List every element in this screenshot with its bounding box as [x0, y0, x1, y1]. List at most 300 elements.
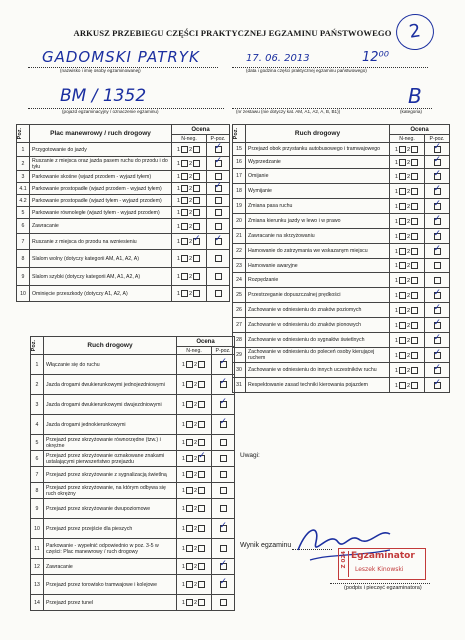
row-item: Przejazd przez skrzyżowanie równorzędne (tzw.) i okrężne — [44, 435, 177, 451]
checkbox-2[interactable] — [198, 471, 205, 478]
checkbox-ppoz[interactable] — [433, 213, 442, 225]
check-mark: ✓ — [219, 397, 228, 407]
checkbox-ppoz[interactable] — [433, 362, 442, 374]
nneg-cell — [390, 199, 425, 214]
row-number: 10 — [17, 286, 30, 302]
nneg-cell — [177, 595, 212, 611]
row-number: 4.2 — [17, 195, 30, 207]
checkbox-1[interactable] — [181, 146, 188, 153]
checkbox-1[interactable] — [186, 455, 193, 462]
checkbox-1[interactable] — [186, 439, 193, 446]
checkbox-2[interactable] — [193, 223, 200, 230]
row-number: 11 — [31, 539, 44, 559]
row-item: Przejazd przez skrzyżowanie dwupoziomowe — [44, 499, 177, 519]
examiner-stamp — [338, 548, 426, 580]
row-item: Hamowanie do zatrzymania we wskazanym miejscu — [246, 244, 390, 259]
ppoz-cell — [207, 157, 230, 171]
checkbox-ppoz[interactable] — [215, 209, 222, 216]
name-caption: (nazwisko i imię osoby egzaminowanej) — [60, 68, 141, 73]
checkbox-1[interactable] — [399, 352, 406, 359]
checkbox-1[interactable] — [181, 255, 188, 262]
row-number: 27 — [233, 318, 246, 333]
checkbox-1[interactable] — [399, 322, 406, 329]
checkbox-ppoz[interactable] — [220, 505, 227, 512]
row-item: Parkowanie równoległe (wjazd tyłem - wyjazd przodem) — [30, 207, 172, 219]
col-ppoz: P-poz. — [212, 347, 235, 355]
row-number: 20 — [233, 214, 246, 229]
checkbox-ppoz[interactable] — [215, 273, 222, 280]
checkbox-2[interactable] — [411, 322, 418, 329]
nneg-cell — [177, 355, 212, 375]
checkbox-2[interactable] — [198, 439, 205, 446]
box-label-1: 1 — [394, 322, 398, 329]
col-ocena: Ocena — [177, 337, 235, 347]
table-row — [233, 156, 450, 169]
row-item: Jazda drogami dwukierunkowymi jednojezdniowymi — [44, 375, 177, 395]
ppoz-cell — [207, 219, 230, 234]
checkbox-ppoz[interactable] — [220, 545, 227, 552]
checkbox-1[interactable] — [399, 292, 406, 299]
date-caption: (data i godzina części praktycznej egzaminu państwowego) — [246, 68, 367, 73]
box-label-1: 1 — [394, 173, 398, 180]
traffic-table-right — [232, 124, 450, 393]
box-label-2: 2 — [194, 487, 198, 494]
box-label-2: 2 — [407, 322, 411, 329]
signature-line — [330, 583, 430, 584]
table-row — [17, 183, 230, 195]
checkbox-ppoz[interactable] — [214, 181, 223, 192]
checkbox-1[interactable] — [399, 218, 406, 225]
row-number: 19 — [233, 199, 246, 214]
ppoz-cell — [425, 363, 450, 378]
checkbox-1[interactable] — [399, 307, 406, 314]
nneg-cell — [172, 143, 207, 157]
row-item: Zachowanie w odniesieniu do poleceń osoby kierującej ruchem — [246, 348, 390, 363]
result-label: Wynik egzaminu — [240, 542, 292, 549]
checkbox-1[interactable] — [186, 505, 193, 512]
ppoz-cell — [207, 207, 230, 219]
ppoz-cell — [207, 268, 230, 286]
checkbox-2[interactable] — [411, 218, 418, 225]
nneg-cell — [177, 415, 212, 435]
checkbox-2[interactable] — [193, 197, 200, 204]
checkbox-2[interactable] — [193, 255, 200, 262]
checkbox-1[interactable] — [186, 401, 193, 408]
checkbox-2[interactable] — [198, 381, 205, 388]
checkbox-2[interactable] — [198, 505, 205, 512]
row-item: Przejazd przez skrzyżowanie z sygnalizacją świetlną — [44, 467, 177, 483]
ppoz-cell — [212, 435, 235, 451]
checkbox-2[interactable] — [411, 188, 418, 195]
box-label-1: 1 — [394, 292, 398, 299]
category-caption: (kategoria) — [400, 109, 422, 114]
row-item: Parkowanie - wypełnić odpowiednio w poz. 3-5 w części: Plac manewrowy / ruch drogowy — [44, 539, 177, 559]
checkbox-ppoz[interactable] — [433, 168, 442, 180]
table-row — [233, 303, 450, 318]
checkbox-ppoz[interactable] — [215, 197, 222, 204]
box-label-1: 1 — [181, 563, 185, 570]
checkbox-2[interactable] — [198, 581, 205, 588]
row-item: Przejazd obok przystanku autobusowego i tramwajowego — [246, 143, 390, 156]
checkbox-1[interactable] — [399, 173, 406, 180]
category-value: B — [408, 84, 422, 108]
box-label-1: 1 — [181, 471, 185, 478]
checkbox-ppoz[interactable] — [215, 173, 222, 180]
check-mark: ✓ — [219, 417, 228, 427]
row-number: 29 — [233, 348, 246, 363]
ppoz-cell — [212, 559, 235, 575]
box-label-2: 2 — [407, 367, 411, 374]
checkbox-ppoz[interactable] — [219, 397, 228, 408]
checkbox-2[interactable] — [193, 160, 200, 167]
nneg-cell — [390, 378, 425, 393]
row-item: Respektowanie zasad techniki kierowania pojazdem — [246, 378, 390, 393]
row-item: Zawracanie — [30, 219, 172, 234]
checkbox-ppoz[interactable] — [433, 154, 442, 166]
checkbox-2[interactable] — [198, 421, 205, 428]
checkbox-ppoz[interactable] — [433, 141, 442, 153]
checkbox-1[interactable] — [399, 188, 406, 195]
checkbox-ppoz[interactable] — [433, 377, 442, 389]
checkbox-ppoz[interactable] — [215, 223, 222, 230]
checkbox-ppoz[interactable] — [214, 142, 223, 153]
table-row — [31, 499, 235, 519]
checkbox-1[interactable] — [186, 421, 193, 428]
table-row — [17, 250, 230, 268]
checkbox-ppoz[interactable] — [433, 198, 442, 210]
row-number: 17 — [233, 169, 246, 184]
checkbox-1[interactable] — [186, 599, 193, 606]
nneg-cell — [172, 219, 207, 234]
checkbox-1[interactable] — [181, 160, 188, 167]
ppoz-cell — [207, 195, 230, 207]
box-label-1: 1 — [176, 146, 180, 153]
table-row — [31, 595, 235, 611]
row-item: Omijanie — [246, 169, 390, 184]
checkbox-ppoz[interactable] — [433, 317, 442, 329]
table-row — [233, 363, 450, 378]
row-item: Przygotowanie do jazdy — [30, 143, 172, 157]
box-label-2: 2 — [407, 248, 411, 255]
row-item: Jazda drogami jednokierunkowymi — [44, 415, 177, 435]
row-item: Przestrzeganie dopuszczalnej prędkości — [246, 288, 390, 303]
table-row — [31, 415, 235, 435]
checkbox-1[interactable] — [399, 262, 406, 269]
check-mark: ✓ — [433, 362, 442, 373]
ppoz-cell — [425, 214, 450, 229]
checkbox-ppoz[interactable] — [433, 243, 442, 255]
box-label-2: 2 — [407, 292, 411, 299]
checkbox-1[interactable] — [399, 146, 406, 153]
checkbox-2[interactable] — [193, 173, 200, 180]
checkbox-2[interactable] — [411, 352, 418, 359]
table-row — [233, 143, 450, 156]
row-number: 6 — [17, 219, 30, 234]
table-row — [31, 355, 235, 375]
set-caption: (nr zestawu (nie dotyczy kat. AM, A1, A2, A, B, B1)) — [236, 109, 341, 114]
checkbox-ppoz[interactable] — [219, 559, 228, 570]
box-label-1: 1 — [394, 248, 398, 255]
box-label-1: 1 — [181, 381, 185, 388]
checkbox-ppoz[interactable] — [214, 234, 223, 245]
checkbox-2[interactable] — [411, 146, 418, 153]
table-row — [233, 184, 450, 199]
checkbox-1[interactable] — [181, 290, 188, 297]
box-label-2: 2 — [189, 160, 193, 167]
ppoz-cell — [425, 333, 450, 348]
box-label-1: 1 — [394, 159, 398, 166]
box-label-1: 1 — [181, 421, 185, 428]
checkbox-ppoz[interactable] — [215, 255, 222, 262]
ppoz-cell — [207, 143, 230, 157]
box-label-2: 2 — [189, 185, 193, 192]
check-mark: ✓ — [433, 154, 442, 165]
checkbox-ppoz[interactable] — [220, 455, 227, 462]
checkbox-2[interactable] — [411, 307, 418, 314]
box-label-2: 2 — [189, 290, 193, 297]
checkbox-2[interactable] — [411, 233, 418, 240]
check-mark: ✓ — [433, 213, 442, 224]
checkbox-2[interactable] — [411, 382, 418, 389]
ppoz-cell — [207, 183, 230, 195]
checkbox-1[interactable] — [186, 361, 193, 368]
box-label-1: 1 — [394, 277, 398, 284]
checkbox-ppoz[interactable] — [219, 577, 228, 588]
table-row — [233, 378, 450, 393]
checkbox-ppoz[interactable] — [219, 521, 228, 532]
box-label-2: 2 — [407, 146, 411, 153]
ppoz-cell — [207, 250, 230, 268]
ppoz-cell — [425, 229, 450, 244]
checkbox-ppoz[interactable] — [215, 290, 222, 297]
nneg-cell — [177, 499, 212, 519]
nneg-cell — [177, 483, 212, 499]
checkbox-1[interactable] — [181, 173, 188, 180]
checkbox-ppoz[interactable] — [220, 439, 227, 446]
checkbox-1[interactable] — [186, 545, 193, 552]
checkbox-ppoz[interactable] — [434, 262, 441, 269]
box-label-2: 2 — [189, 209, 193, 216]
checkbox-ppoz[interactable] — [433, 183, 442, 195]
col-ppoz: P-poz. — [207, 135, 230, 143]
row-item: Zachowanie w odniesieniu do innych uczestników ruchu — [246, 363, 390, 378]
box-label-2: 2 — [407, 277, 411, 284]
box-label-2: 2 — [194, 421, 198, 428]
checkbox-1[interactable] — [181, 185, 188, 192]
checkbox-1[interactable] — [399, 277, 406, 284]
check-mark: ✓ — [433, 302, 442, 313]
checkbox-ppoz[interactable] — [433, 332, 442, 344]
table-row — [31, 575, 235, 595]
checkbox-2[interactable] — [198, 401, 205, 408]
row-number: 21 — [233, 229, 246, 244]
box-label-2: 2 — [194, 525, 198, 532]
ppoz-cell — [212, 395, 235, 415]
checkbox-1[interactable] — [399, 248, 406, 255]
nneg-cell — [390, 244, 425, 259]
table-row — [233, 199, 450, 214]
checkbox-ppoz[interactable] — [433, 302, 442, 314]
checkbox-ppoz[interactable] — [219, 357, 228, 368]
nneg-cell — [172, 268, 207, 286]
row-number: 23 — [233, 259, 246, 273]
checkbox-1[interactable] — [399, 203, 406, 210]
box-label-2: 2 — [194, 505, 198, 512]
checkbox-1[interactable] — [181, 238, 188, 245]
checkbox-2[interactable] — [411, 203, 418, 210]
checkbox-ppoz[interactable] — [219, 417, 228, 428]
checkbox-2[interactable] — [411, 159, 418, 166]
checkbox-ppoz[interactable] — [434, 277, 441, 284]
table-row — [233, 348, 450, 363]
checkbox-1[interactable] — [181, 273, 188, 280]
box-label-1: 1 — [394, 203, 398, 210]
table-row — [17, 234, 230, 250]
checkbox-2[interactable] — [193, 185, 200, 192]
checkbox-2[interactable] — [198, 599, 205, 606]
checkbox-1[interactable] — [399, 382, 406, 389]
checkbox-2[interactable] — [193, 146, 200, 153]
box-label-1: 1 — [176, 238, 180, 245]
checkbox-2[interactable] — [411, 337, 418, 344]
nneg-cell — [177, 559, 212, 575]
ppoz-cell — [212, 483, 235, 499]
row-item: Wymijanie — [246, 184, 390, 199]
box-label-2: 2 — [407, 233, 411, 240]
check-mark: ✓ — [214, 234, 223, 244]
box-label-2: 2 — [194, 455, 198, 462]
checkbox-1[interactable] — [181, 197, 188, 204]
checkbox-ppoz[interactable] — [433, 347, 442, 359]
checkbox-1[interactable] — [399, 367, 406, 374]
col-traffic: Ruch drogowy — [246, 125, 390, 143]
checkbox-ppoz[interactable] — [220, 471, 227, 478]
checkbox-2[interactable] — [198, 525, 205, 532]
ppoz-cell — [212, 375, 235, 395]
checkbox-ppoz[interactable] — [433, 287, 442, 299]
box-label-2: 2 — [194, 439, 198, 446]
table-row — [233, 244, 450, 259]
box-label-1: 1 — [394, 337, 398, 344]
box-label-1: 1 — [181, 505, 185, 512]
row-item: Przejazd przez skrzyżowanie, na którym odbywa się ruch okrężny — [44, 483, 177, 499]
checkbox-2[interactable] — [411, 248, 418, 255]
row-number: 10 — [31, 519, 44, 539]
ppoz-cell — [425, 378, 450, 393]
ppoz-cell — [425, 156, 450, 169]
ppoz-cell — [212, 467, 235, 483]
checkbox-2[interactable] — [411, 262, 418, 269]
row-number: 14 — [31, 595, 44, 611]
check-mark: ✓ — [433, 228, 442, 239]
box-label-1: 1 — [176, 160, 180, 167]
checkbox-1[interactable] — [399, 233, 406, 240]
nneg-cell — [390, 229, 425, 244]
box-label-2: 2 — [189, 255, 193, 262]
checkbox-1[interactable] — [186, 581, 193, 588]
ppoz-cell — [212, 499, 235, 519]
checkbox-ppoz[interactable] — [214, 156, 223, 167]
ppoz-cell — [425, 273, 450, 288]
row-item: Hamowanie awaryjne — [246, 259, 390, 273]
checkbox-1[interactable] — [186, 487, 193, 494]
row-number: 3 — [31, 395, 44, 415]
checkbox-ppoz[interactable] — [219, 377, 228, 388]
ppoz-cell — [212, 451, 235, 467]
ppoz-cell — [212, 415, 235, 435]
checkbox-ppoz[interactable] — [433, 228, 442, 240]
checkbox-2[interactable] — [198, 487, 205, 494]
checkbox-1[interactable] — [399, 159, 406, 166]
nneg-cell — [172, 183, 207, 195]
checkbox-1[interactable] — [186, 525, 193, 532]
checkbox-1[interactable] — [186, 381, 193, 388]
checkbox-2[interactable] — [411, 173, 418, 180]
row-number: 7 — [17, 234, 30, 250]
checkbox-ppoz[interactable] — [220, 599, 227, 606]
box-label-1: 1 — [394, 188, 398, 195]
check-mark: ✓ — [433, 198, 442, 209]
checkbox-2[interactable] — [411, 292, 418, 299]
checkbox-1[interactable] — [399, 337, 406, 344]
row-item: Rozpędzanie — [246, 273, 390, 288]
checkbox-ppoz[interactable] — [220, 487, 227, 494]
checkbox-2[interactable] — [193, 273, 200, 280]
box-label-1: 1 — [181, 525, 185, 532]
table-row — [17, 171, 230, 183]
checkbox-2[interactable] — [193, 209, 200, 216]
page-number-circle: 2 — [394, 12, 437, 53]
checkbox-1[interactable] — [181, 209, 188, 216]
box-label-1: 1 — [394, 352, 398, 359]
signature-caption: (podpis i pieczęć egzaminatora) — [344, 585, 422, 591]
row-item: Przejazd przez skrzyżowanie oznakowane znakami ustalającymi pierwszeństwo przejazdu — [44, 451, 177, 467]
checkbox-2[interactable] — [411, 367, 418, 374]
checkbox-2[interactable] — [198, 563, 205, 570]
ppoz-cell — [425, 259, 450, 273]
table-row — [17, 195, 230, 207]
checkbox-1[interactable] — [186, 471, 193, 478]
checkbox-2[interactable] — [198, 545, 205, 552]
row-number: 7 — [31, 467, 44, 483]
nneg-cell — [390, 184, 425, 199]
ppoz-cell — [425, 288, 450, 303]
checkbox-2[interactable] — [198, 361, 205, 368]
table-row — [31, 375, 235, 395]
ppoz-cell — [425, 348, 450, 363]
checkbox-1[interactable] — [181, 223, 188, 230]
col-poz: Poz. — [233, 127, 239, 140]
table-row — [233, 214, 450, 229]
box-label-2: 2 — [189, 223, 193, 230]
checkbox-1[interactable] — [186, 563, 193, 570]
ppoz-cell — [425, 303, 450, 318]
ppoz-cell — [212, 355, 235, 375]
nneg-cell — [390, 363, 425, 378]
checkbox-2[interactable] — [411, 277, 418, 284]
check-mark: ✓ — [214, 181, 223, 191]
row-item: Ominięcie przeszkody (dotyczy A1, A2, A) — [30, 286, 172, 302]
checkbox-2[interactable] — [198, 451, 206, 462]
nneg-cell — [390, 318, 425, 333]
box-label-1: 1 — [394, 233, 398, 240]
nneg-cell — [390, 259, 425, 273]
checkbox-2[interactable] — [193, 290, 200, 297]
table-row — [17, 268, 230, 286]
checkbox-2[interactable] — [193, 234, 201, 245]
table-row — [17, 157, 230, 171]
box-label-1: 1 — [394, 262, 398, 269]
